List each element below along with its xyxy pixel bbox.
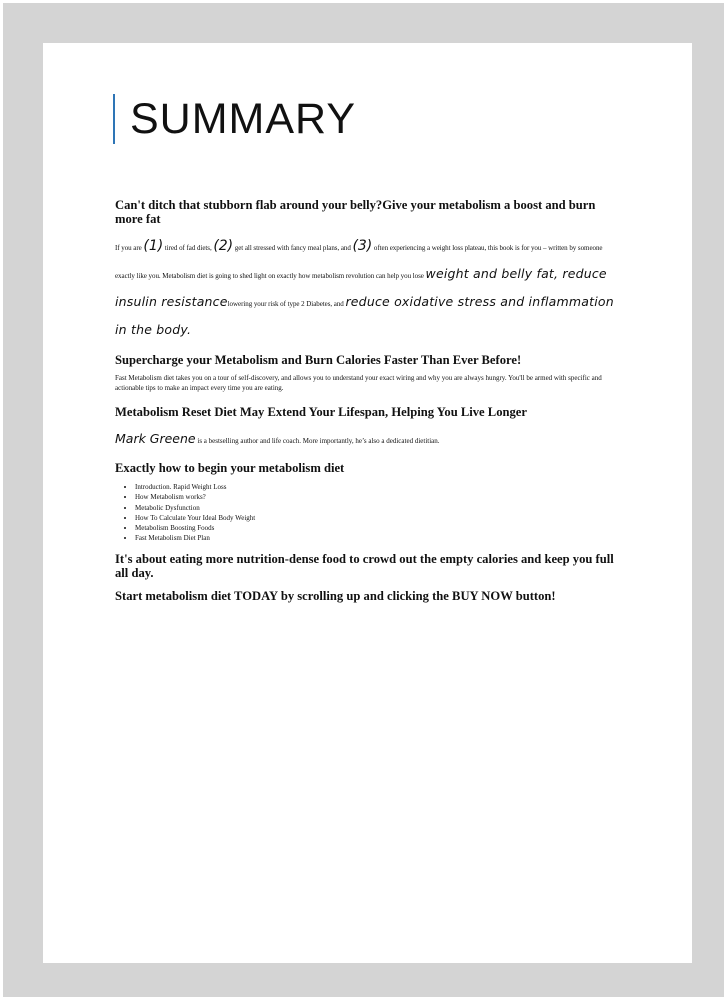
intro-number-2: (2) [213,238,234,254]
document-page [43,43,692,963]
headline-nutrition-dense: It's about eating more nutrition-dense food to crowd out the empty calories and keep you full all day. [115,551,614,580]
intro-emphasis-weight: weight and belly fat, reduce insulin resistance [115,266,607,309]
intro-text: get all stressed with fancy meal plans, and [233,244,353,252]
headline-how-to-begin: Exactly how to begin your metabolism diet [115,461,345,475]
intro-text: often experiencing a weight loss plateau, this book is for you – written by someone exactly like you. Metabolism diet is going to shed light on exactly how metabolism revolution can help you lose [115,244,603,280]
list-item: • Introduction. Rapid Weight Loss [135,482,620,492]
author-name: Mark Greene [115,431,196,446]
headline-lifespan: Metabolism Reset Diet May Extend Your Lifespan, Helping You Live Longer [115,405,527,419]
intro-emphasis-stress: reduce oxidative stress and inflammation in the body [115,294,614,337]
intro-text: tired of fad diets, [163,244,214,252]
intro-text: If you are [115,244,144,252]
intro-text: lowering your risk of type 2 Diabetes, and [227,300,346,308]
headline-belly-flab: Can't ditch that stubborn flab around your belly?Give your metabolism a boost and burn more fat [115,198,596,226]
list-item: • Metabolism Boosting Foods [135,523,620,533]
title-block [113,93,620,145]
title-accent-bar [113,94,115,144]
list-item: • How To Calculate Your Ideal Body Weight [135,513,620,523]
page-content [115,93,620,603]
headline-call-to-action: Start metabolism diet TODAY by scrolling up and clicking the BUY NOW button! [115,588,556,603]
paragraph-fast-metabolism: Fast Metabolism diet takes you on a tour of self-discovery, and allows you to understand your exact wiring and why you are always hungry. You'll be armed with specific and actionable tips to make an impact every time you are eating. [115,374,602,392]
author-bio: is a bestselling author and life coach. More importantly, he’s also a dedicated dietitian. [195,437,440,445]
list-item: • How Metabolism works? [135,492,620,502]
intro-text: . [187,322,192,337]
contents-list [115,482,620,544]
author-paragraph [115,431,620,449]
headline-supercharge: Supercharge your Metabolism and Burn Calories Faster Than Ever Before! [115,353,522,367]
intro-paragraph [115,233,620,345]
intro-number-1: (1) [143,238,164,254]
list-item: • Metabolic Dysfunction [135,503,620,513]
intro-number-3: (3) [352,238,373,254]
list-item: • Fast Metabolism Diet Plan [135,533,620,543]
page-title: SUMMARY [130,95,357,143]
